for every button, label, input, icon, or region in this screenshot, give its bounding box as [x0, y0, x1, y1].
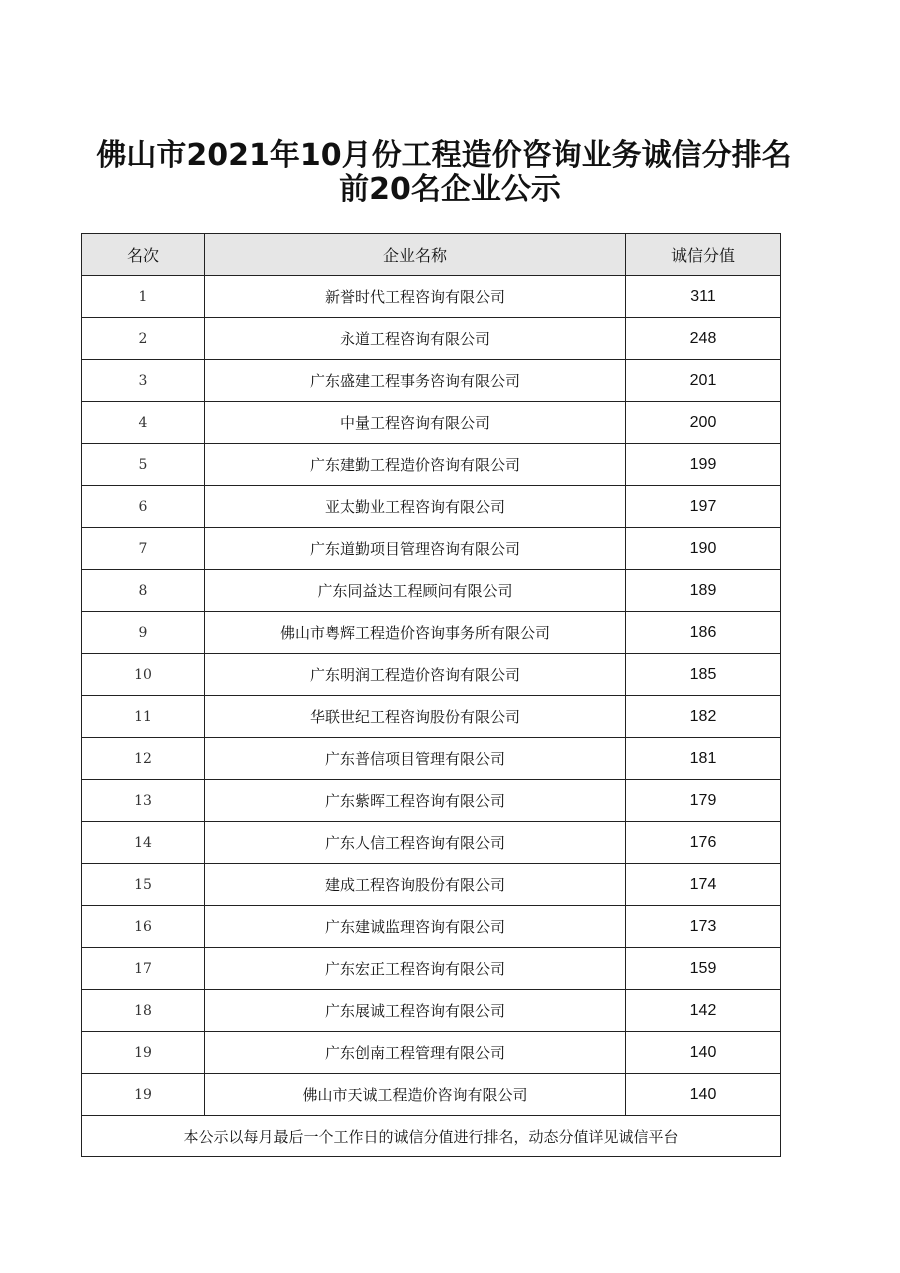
cell-rank: 19 [82, 1032, 205, 1074]
table-row [82, 654, 781, 696]
cell-score: 142 [626, 990, 781, 1032]
cell-score: 176 [626, 822, 781, 864]
cell-score: 248 [626, 318, 781, 360]
table-row [82, 696, 781, 738]
cell-score: 197 [626, 486, 781, 528]
cell-rank: 1 [82, 276, 205, 318]
cell-rank: 8 [82, 570, 205, 612]
cell-score: 182 [626, 696, 781, 738]
table-row [82, 528, 781, 570]
cell-rank: 6 [82, 486, 205, 528]
cell-rank: 12 [82, 738, 205, 780]
table-row [82, 276, 781, 318]
cell-rank: 16 [82, 906, 205, 948]
cell-score: 201 [626, 360, 781, 402]
cell-company-name: 广东宏正工程咨询有限公司 [205, 948, 626, 990]
table-row [82, 738, 781, 780]
table-row [82, 360, 781, 402]
cell-company-name: 新誉时代工程咨询有限公司 [205, 276, 626, 318]
table-row [82, 570, 781, 612]
table-row [82, 822, 781, 864]
cell-company-name: 广东明润工程造价咨询有限公司 [205, 654, 626, 696]
table-body [82, 276, 781, 1116]
cell-company-name: 广东同益达工程顾问有限公司 [205, 570, 626, 612]
cell-score: 181 [626, 738, 781, 780]
table-row [82, 1032, 781, 1074]
table-footnote-row [82, 1116, 781, 1157]
cell-score: 200 [626, 402, 781, 444]
cell-rank: 11 [82, 696, 205, 738]
cell-rank: 19 [82, 1074, 205, 1116]
cell-rank: 9 [82, 612, 205, 654]
cell-company-name: 广东展诚工程咨询有限公司 [205, 990, 626, 1032]
table-row [82, 906, 781, 948]
cell-score: 140 [626, 1074, 781, 1116]
cell-company-name: 华联世纪工程咨询股份有限公司 [205, 696, 626, 738]
column-header-score: 诚信分值 [626, 234, 781, 276]
cell-company-name: 广东道勤项目管理咨询有限公司 [205, 528, 626, 570]
column-header-company: 企业名称 [205, 234, 626, 276]
cell-rank: 15 [82, 864, 205, 906]
cell-company-name: 广东建勤工程造价咨询有限公司 [205, 444, 626, 486]
cell-rank: 14 [82, 822, 205, 864]
cell-rank: 10 [82, 654, 205, 696]
table-row [82, 780, 781, 822]
cell-score: 189 [626, 570, 781, 612]
table-row [82, 864, 781, 906]
cell-company-name: 广东普信项目管理有限公司 [205, 738, 626, 780]
table-row [82, 990, 781, 1032]
cell-rank: 5 [82, 444, 205, 486]
table-footnote: 本公示以每月最后一个工作日的诚信分值进行排名，动态分值详见诚信平台 [82, 1116, 781, 1157]
table-row [82, 444, 781, 486]
cell-score: 185 [626, 654, 781, 696]
cell-score: 159 [626, 948, 781, 990]
cell-company-name: 中量工程咨询有限公司 [205, 402, 626, 444]
page-title-line2: 前20名企业公示 [339, 172, 561, 207]
cell-score: 174 [626, 864, 781, 906]
cell-score: 190 [626, 528, 781, 570]
table-header-row [82, 234, 781, 276]
cell-company-name: 广东盛建工程事务咨询有限公司 [205, 360, 626, 402]
cell-rank: 4 [82, 402, 205, 444]
cell-company-name: 建成工程咨询股份有限公司 [205, 864, 626, 906]
cell-company-name: 佛山市天诚工程造价咨询有限公司 [205, 1074, 626, 1116]
cell-score: 179 [626, 780, 781, 822]
table-row [82, 486, 781, 528]
cell-rank: 17 [82, 948, 205, 990]
cell-company-name: 永道工程咨询有限公司 [205, 318, 626, 360]
table-row [82, 948, 781, 990]
column-header-rank: 名次 [82, 234, 205, 276]
cell-score: 311 [626, 276, 781, 318]
cell-rank: 2 [82, 318, 205, 360]
cell-score: 173 [626, 906, 781, 948]
cell-rank: 3 [82, 360, 205, 402]
cell-score: 140 [626, 1032, 781, 1074]
cell-rank: 7 [82, 528, 205, 570]
cell-company-name: 广东创南工程管理有限公司 [205, 1032, 626, 1074]
cell-score: 186 [626, 612, 781, 654]
cell-rank: 13 [82, 780, 205, 822]
table-row [82, 402, 781, 444]
cell-company-name: 亚太勤业工程咨询有限公司 [205, 486, 626, 528]
table-row [82, 1074, 781, 1116]
table-row [82, 612, 781, 654]
cell-company-name: 广东建诚监理咨询有限公司 [205, 906, 626, 948]
cell-company-name: 广东紫晖工程咨询有限公司 [205, 780, 626, 822]
page-title: 佛山市2021年10月份工程造价咨询业务诚信分排名 [96, 138, 792, 173]
cell-company-name: 佛山市粤辉工程造价咨询事务所有限公司 [205, 612, 626, 654]
table-row [82, 318, 781, 360]
cell-score: 199 [626, 444, 781, 486]
cell-rank: 18 [82, 990, 205, 1032]
cell-company-name: 广东人信工程咨询有限公司 [205, 822, 626, 864]
ranking-table [81, 233, 781, 1157]
